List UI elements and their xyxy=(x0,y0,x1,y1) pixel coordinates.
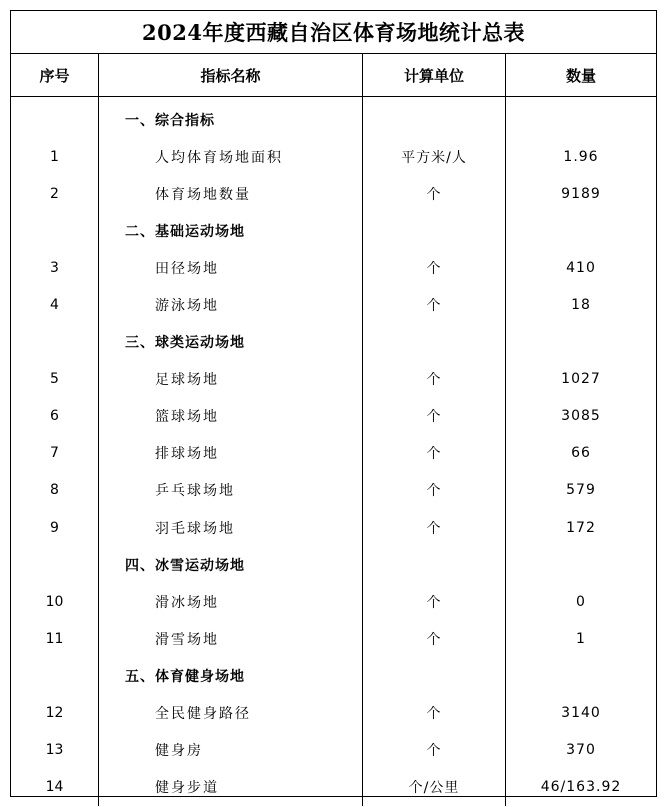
indicator-name: 篮球场地 xyxy=(99,398,363,435)
value-cell: 410 xyxy=(506,249,657,286)
value-cell: 1027 xyxy=(506,361,657,398)
row-unit-cell xyxy=(363,101,506,138)
unit-label: 个 xyxy=(363,695,506,732)
header-unit: 计算单位 xyxy=(363,54,506,97)
value-cell: 0 xyxy=(506,583,657,620)
category-row xyxy=(11,657,656,694)
value-cell: 46/163.92 xyxy=(506,769,657,806)
row-index: 6 xyxy=(50,408,59,425)
unit-label: 个 xyxy=(363,583,506,620)
value-cell: 66 xyxy=(506,435,657,472)
row-index: 13 xyxy=(45,742,64,759)
row-index: 9 xyxy=(50,519,59,536)
unit-label: 个 xyxy=(363,620,506,657)
indicator-name: 滑雪场地 xyxy=(99,620,363,657)
unit-label: 个/公里 xyxy=(363,769,506,806)
value-cell: 579 xyxy=(506,472,657,509)
row-unit-cell xyxy=(363,657,506,694)
indicator-name: 排球场地 xyxy=(99,435,363,472)
indicator-name: 田径场地 xyxy=(99,249,363,286)
row-unit-cell xyxy=(363,324,506,361)
unit-label: 个 xyxy=(363,175,506,212)
value-cell: 3085 xyxy=(506,398,657,435)
category-label: 四、冰雪运动场地 xyxy=(99,546,363,583)
row-index: 3 xyxy=(50,259,59,276)
table-title: 2024年度西藏自治区体育场地统计总表 xyxy=(11,11,656,54)
category-label: 三、球类运动场地 xyxy=(99,324,363,361)
unit-label: 个 xyxy=(363,361,506,398)
row-index-cell xyxy=(11,546,99,583)
row-index-cell xyxy=(11,324,99,361)
table-row xyxy=(11,175,656,212)
table-row xyxy=(11,361,656,398)
table-row xyxy=(11,620,656,657)
category-label: 五、体育健身场地 xyxy=(99,657,363,694)
row-unit-cell xyxy=(363,212,506,249)
category-label: 二、基础运动场地 xyxy=(99,212,363,249)
row-index: 2 xyxy=(50,185,59,202)
unit-label: 个 xyxy=(363,435,506,472)
row-value-cell xyxy=(506,657,657,694)
indicator-name: 滑冰场地 xyxy=(99,583,363,620)
unit-label: 个 xyxy=(363,286,506,323)
table-row xyxy=(11,435,656,472)
indicator-name: 游泳场地 xyxy=(99,286,363,323)
indicator-name: 全民健身路径 xyxy=(99,695,363,732)
unit-label: 个 xyxy=(363,732,506,769)
category-row xyxy=(11,324,656,361)
row-index: 8 xyxy=(50,482,59,499)
value-cell: 1 xyxy=(506,620,657,657)
table-row xyxy=(11,583,656,620)
row-index-cell xyxy=(11,101,99,138)
indicator-name: 足球场地 xyxy=(99,361,363,398)
row-value-cell xyxy=(506,212,657,249)
row-value-cell xyxy=(506,101,657,138)
header-value: 数量 xyxy=(506,54,657,97)
row-index: 1 xyxy=(50,148,59,165)
unit-label: 平方米/人 xyxy=(363,138,506,175)
table-row xyxy=(11,695,656,732)
indicator-name: 健身步道 xyxy=(99,769,363,806)
unit-label: 个 xyxy=(363,249,506,286)
indicator-name: 健身房 xyxy=(99,732,363,769)
table-row xyxy=(11,509,656,546)
stats-table-sheet xyxy=(10,10,657,797)
row-unit-cell xyxy=(363,546,506,583)
unit-label: 个 xyxy=(363,398,506,435)
value-cell: 18 xyxy=(506,286,657,323)
row-index: 11 xyxy=(45,630,64,647)
row-value-cell xyxy=(506,324,657,361)
table-row xyxy=(11,769,656,806)
table-body xyxy=(11,97,656,806)
row-index-cell xyxy=(11,657,99,694)
category-row xyxy=(11,546,656,583)
header-row xyxy=(11,54,656,97)
value-cell: 370 xyxy=(506,732,657,769)
table-row xyxy=(11,138,656,175)
category-row xyxy=(11,212,656,249)
indicator-name: 人均体育场地面积 xyxy=(99,138,363,175)
indicator-name: 乒乓球场地 xyxy=(99,472,363,509)
row-index-cell xyxy=(11,212,99,249)
table-row xyxy=(11,732,656,769)
value-cell: 9189 xyxy=(506,175,657,212)
value-cell: 172 xyxy=(506,509,657,546)
row-index: 7 xyxy=(50,445,59,462)
indicator-name: 羽毛球场地 xyxy=(99,509,363,546)
row-index: 5 xyxy=(50,371,59,388)
table-row xyxy=(11,249,656,286)
value-cell: 3140 xyxy=(506,695,657,732)
category-label: 一、综合指标 xyxy=(99,101,363,138)
header-index: 序号 xyxy=(11,54,99,97)
table-row xyxy=(11,398,656,435)
unit-label: 个 xyxy=(363,509,506,546)
header-name: 指标名称 xyxy=(99,54,363,97)
table-row xyxy=(11,286,656,323)
unit-label: 个 xyxy=(363,472,506,509)
row-index: 4 xyxy=(50,297,59,314)
indicator-name: 体育场地数量 xyxy=(99,175,363,212)
table-row xyxy=(11,472,656,509)
row-value-cell xyxy=(506,546,657,583)
value-cell: 1.96 xyxy=(506,138,657,175)
row-index: 14 xyxy=(45,779,64,796)
row-index: 10 xyxy=(45,593,64,610)
row-index: 12 xyxy=(45,705,64,722)
stats-table xyxy=(11,54,656,806)
category-row xyxy=(11,101,656,138)
